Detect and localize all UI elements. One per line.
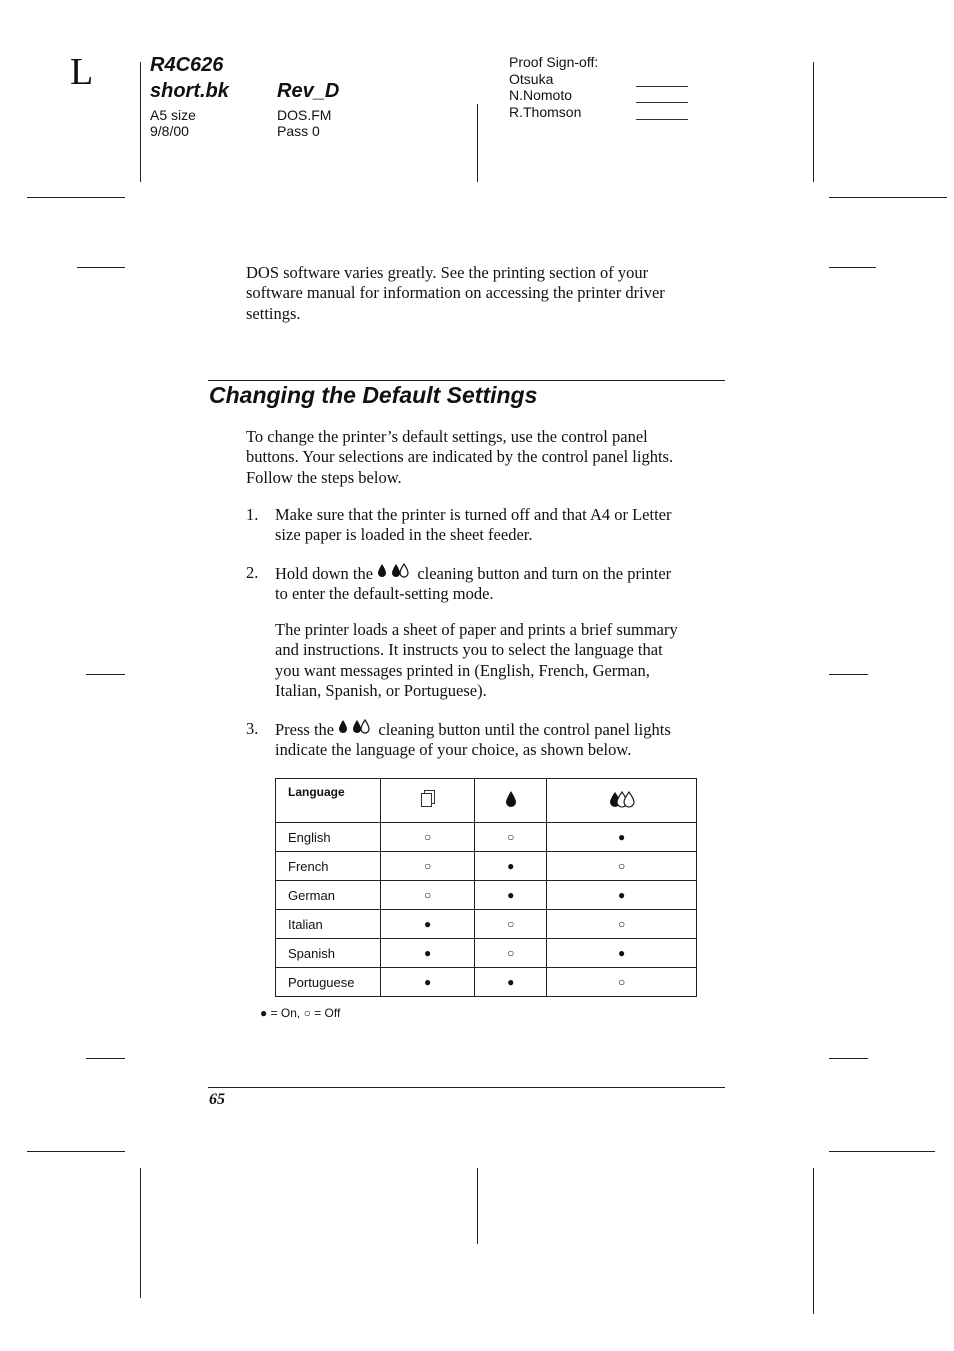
crop-mark	[813, 1168, 814, 1314]
intro-paragraph	[246, 263, 665, 324]
crop-mark	[477, 1168, 478, 1244]
language-name: Spanish	[276, 939, 381, 968]
footer-rule	[208, 1087, 725, 1088]
color-ink-light-header	[547, 779, 697, 823]
step-text	[275, 505, 672, 546]
signer-name: R.Thomson	[509, 104, 582, 120]
text-line: Italian, Spanish, or Portuguese).	[275, 680, 487, 700]
crop-mark	[140, 1168, 141, 1298]
table-row	[276, 910, 697, 939]
language-table	[275, 778, 697, 997]
proof-signoff-title: Proof Sign-off:	[509, 54, 599, 70]
crop-mark	[829, 197, 947, 198]
text-segment: cleaning button and turn on the printer	[413, 564, 672, 583]
paper-icon	[420, 796, 436, 811]
step-number: 3.	[246, 719, 259, 738]
light-indicator: ○	[475, 939, 547, 968]
section-paragraph	[246, 427, 673, 488]
crop-mark	[77, 267, 125, 268]
language-name: Portuguese	[276, 968, 381, 997]
table-header-row	[276, 779, 697, 823]
text-line: to enter the default-setting mode.	[275, 584, 494, 604]
table-row	[276, 852, 697, 881]
text-line: DOS software varies greatly. See the printing section of your	[246, 263, 649, 282]
light-indicator: ○	[475, 823, 547, 852]
light-indicator: ○	[381, 852, 475, 881]
signature-line	[636, 102, 688, 103]
crop-mark	[813, 62, 814, 182]
crop-mark	[27, 1151, 125, 1152]
signature-line	[636, 86, 688, 87]
model-name: R4C626	[150, 54, 224, 76]
language-name: Italian	[276, 910, 381, 939]
step-text	[275, 563, 671, 605]
text-line: Follow the steps below.	[246, 467, 402, 487]
light-indicator: ●	[547, 881, 697, 910]
crop-mark	[27, 197, 125, 198]
light-indicator: ○	[475, 910, 547, 939]
table-row	[276, 939, 697, 968]
light-indicator: ○	[547, 852, 697, 881]
language-name: German	[276, 881, 381, 910]
text-line: settings.	[246, 303, 301, 323]
language-name: French	[276, 852, 381, 881]
text-segment: Press the	[275, 720, 339, 739]
light-indicator: ○	[547, 910, 697, 939]
table-header-language: Language	[276, 779, 381, 823]
ink-drop-icons	[338, 719, 374, 740]
crop-mark	[140, 62, 141, 182]
light-indicator: ●	[475, 852, 547, 881]
book-name: short.bk	[150, 80, 229, 102]
text-line: software manual for information on accessing the printer driver	[246, 283, 665, 303]
light-indicator: ●	[475, 881, 547, 910]
signer-name: Otsuka	[509, 71, 554, 87]
light-indicator: ●	[547, 939, 697, 968]
black-ink-drop-icon	[505, 796, 517, 811]
color-ink-drops-icon	[609, 796, 635, 811]
light-indicator: ●	[381, 968, 475, 997]
print-date: 9/8/00	[150, 123, 189, 139]
file-name: DOS.FM	[277, 107, 332, 123]
black-ink-light-header	[475, 779, 547, 823]
crop-mark	[86, 1058, 125, 1059]
language-name: English	[276, 823, 381, 852]
text-line: and instructions. It instructs you to select the language that	[275, 640, 663, 660]
table-row	[276, 881, 697, 910]
corner-letter: L	[70, 51, 94, 93]
light-indicator: ●	[381, 910, 475, 939]
revision: Rev_D	[277, 80, 340, 102]
section-title: Changing the Default Settings	[209, 382, 538, 408]
light-indicator: ●	[547, 823, 697, 852]
signer-name: N.Nomoto	[509, 87, 573, 103]
text-line: The printer loads a sheet of paper and prints a brief summary	[275, 620, 678, 639]
light-indicator: ●	[475, 968, 547, 997]
crop-mark	[86, 674, 125, 675]
light-indicator: ○	[547, 968, 697, 997]
crop-mark	[477, 104, 478, 182]
text-line: Make sure that the printer is turned off and that A4 or Letter	[275, 505, 672, 524]
page-number: 65	[209, 1091, 225, 1108]
table-legend: ● = On, ○ = Off	[260, 1006, 341, 1020]
light-indicator: ○	[381, 823, 475, 852]
crop-mark	[829, 267, 876, 268]
text-line: you want messages printed in (English, French, German,	[275, 660, 650, 680]
text-line: indicate the language of your choice, as shown below.	[275, 740, 632, 760]
text-segment: Hold down the	[275, 564, 378, 583]
step-text	[275, 719, 671, 761]
step-number: 2.	[246, 563, 259, 582]
crop-mark	[829, 1058, 868, 1059]
text-line: To change the printer’s default settings, use the control panel	[246, 427, 648, 446]
text-line: size paper is loaded in the sheet feeder.	[275, 525, 533, 545]
text-segment: cleaning button until the control panel lights	[374, 720, 671, 739]
light-indicator: ○	[381, 881, 475, 910]
paper-light-header	[381, 779, 475, 823]
step-followup	[275, 620, 678, 701]
light-indicator: ●	[381, 939, 475, 968]
page-size: A5 size	[150, 107, 196, 123]
table-row	[276, 823, 697, 852]
crop-mark	[829, 674, 868, 675]
signature-line	[636, 119, 688, 120]
pass-number: Pass 0	[277, 123, 320, 139]
text-line: buttons. Your selections are indicated by the control panel lights.	[246, 447, 674, 467]
ink-drop-icons	[377, 563, 413, 584]
crop-mark	[829, 1151, 935, 1152]
table-row	[276, 968, 697, 997]
step-number: 1.	[246, 505, 259, 524]
